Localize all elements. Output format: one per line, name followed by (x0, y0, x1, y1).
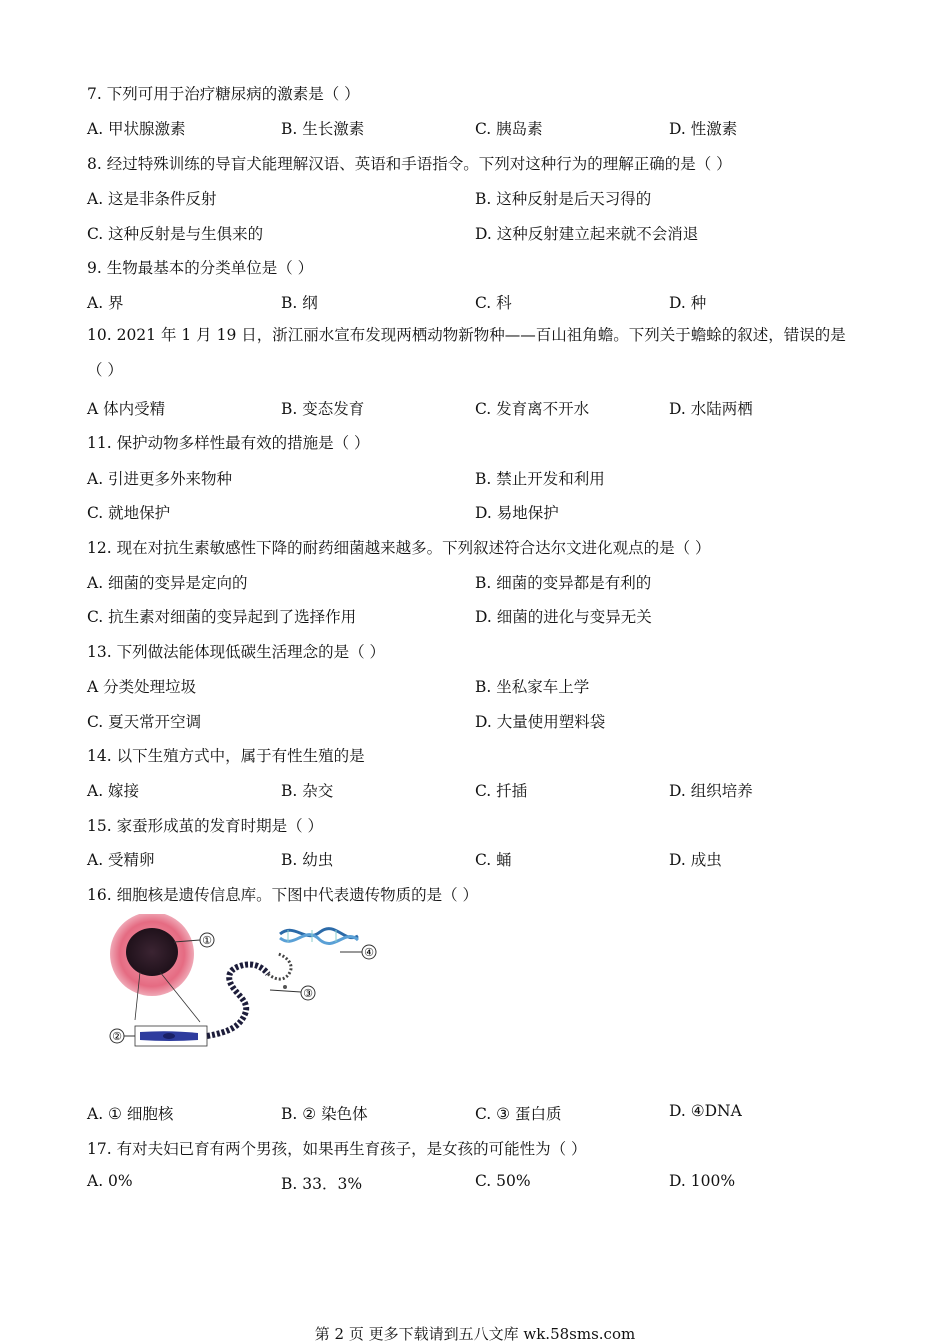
question-8-options-row2 (0, 222, 950, 244)
question-9-options (0, 291, 950, 313)
label-2: ② (112, 1030, 122, 1043)
option-b: B. 坐私家车上学 (475, 678, 590, 696)
option-b: B. 33．3% (281, 1175, 363, 1193)
option-c: C. 发育离不开水 (475, 400, 590, 418)
option-a: A. 这是非条件反射 (87, 190, 217, 208)
option-c: C. 就地保护 (87, 504, 171, 522)
option-a: A. 受精卵 (87, 851, 155, 869)
question-8-options-row1 (0, 187, 950, 209)
option-a: A. 界 (87, 294, 124, 312)
option-b: B. 幼虫 (281, 851, 334, 869)
question-11-stem: 11. 保护动物多样性最有效的措施是（ ） (87, 434, 370, 452)
question-12-options-row1 (0, 571, 950, 593)
option-a: A. ① 细胞核 (87, 1105, 174, 1123)
option-c: C. 科 (475, 294, 512, 312)
option-d: D. 这种反射建立起来就不会消退 (475, 225, 699, 243)
nucleus (126, 928, 178, 976)
option-d: D. 大量使用塑料袋 (475, 713, 606, 731)
chromatin-fiber (207, 964, 268, 1036)
option-d: D. 成虫 (669, 851, 722, 869)
question-11-options-row1 (0, 467, 950, 489)
question-13-options-row1 (0, 675, 950, 697)
question-10-options (0, 397, 950, 419)
question-14-options (0, 779, 950, 801)
question-7-options (0, 117, 950, 139)
label-3: ③ (303, 987, 313, 1000)
option-b: B. 变态发育 (281, 400, 365, 418)
option-b: B. 纲 (281, 294, 318, 312)
option-d: D. 易地保护 (475, 504, 559, 522)
option-a: A. 0% (87, 1172, 133, 1190)
option-b: B. ② 染色体 (281, 1105, 368, 1123)
question-12-options-row2 (0, 605, 950, 627)
chromosome-dna-illustration (100, 914, 390, 1064)
question-17-options (0, 1172, 950, 1194)
dna-strand-2 (280, 935, 358, 944)
option-c: C. 夏天常开空调 (87, 713, 202, 731)
option-b: B. 禁止开发和利用 (475, 470, 605, 488)
option-a: A. 引进更多外来物种 (87, 470, 233, 488)
question-15-options (0, 848, 950, 870)
option-a: A. 细菌的变异是定向的 (87, 574, 248, 592)
option-c: C. 抗生素对细菌的变异起到了选择作用 (87, 608, 357, 626)
option-d: D. 细菌的进化与变异无关 (475, 608, 652, 626)
question-8-stem: 8. 经过特殊训练的导盲犬能理解汉语、英语和手语指令。下列对这种行为的理解正确的是（ ） (87, 155, 732, 173)
question-10-stem: 10. 2021 年 1 月 19 日，浙江丽水宣布发现两栖动物新物种——百山祖角蟾。下列关于蟾蜍的叙述，错误的是（ ） (87, 326, 846, 379)
option-c: C. 蛹 (475, 851, 512, 869)
option-d: D. 100% (669, 1172, 736, 1190)
option-a: A. 甲状腺激素 (87, 120, 186, 138)
label-4: ④ (364, 946, 374, 959)
question-13-options-row2 (0, 710, 950, 732)
option-b: B. 生长激素 (281, 120, 365, 138)
option-d: D. 种 (669, 294, 707, 312)
option-a: A. 嫁接 (87, 782, 140, 800)
question-15-stem: 15. 家蚕形成茧的发育时期是（ ） (87, 817, 324, 835)
question-16-options (0, 1102, 950, 1124)
cell-nucleus-diagram (100, 914, 390, 1064)
page-footer: 第 2 页 更多下载请到五八文库 wk.58sms.com (314, 1325, 636, 1343)
label-1: ① (202, 934, 212, 947)
option-d: D. ④DNA (669, 1102, 742, 1120)
option-a: A 分类处理垃圾 (87, 678, 197, 696)
question-7-stem: 7. 下列可用于治疗糖尿病的激素是（ ） (87, 85, 360, 103)
option-b: B. 细菌的变异都是有利的 (475, 574, 652, 592)
question-16-stem: 16. 细胞核是遗传信息库。下图中代表遗传物质的是（ ） (87, 886, 479, 904)
question-12-stem: 12. 现在对抗生素敏感性下降的耐药细菌越来越多。下列叙述符合达尔文进化观点的是（ ） (87, 539, 711, 557)
option-d: D. 组织培养 (669, 782, 753, 800)
question-13-stem: 13. 下列做法能体现低碳生活理念的是（ ） (87, 643, 386, 661)
option-d: D. 性激素 (669, 120, 738, 138)
option-a: A 体内受精 (87, 400, 166, 418)
option-b: B. 杂交 (281, 782, 334, 800)
question-11-options-row2 (0, 501, 950, 523)
option-c: C. ③ 蛋白质 (475, 1105, 562, 1123)
option-b: B. 这种反射是后天习得的 (475, 190, 652, 208)
question-17-stem: 17. 有对夫妇已育有两个男孩，如果再生育孩子，是女孩的可能性为（ ） (87, 1140, 587, 1158)
option-c: C. 50% (475, 1172, 531, 1190)
option-c: C. 这种反射是与生俱来的 (87, 225, 264, 243)
option-c: C. 胰岛素 (475, 120, 543, 138)
question-9-stem: 9. 生物最基本的分类单位是（ ） (87, 259, 314, 277)
question-14-stem: 14. 以下生殖方式中，属于有性生殖的是 (87, 747, 365, 765)
option-c: C. 扦插 (475, 782, 528, 800)
option-d: D. 水陆两栖 (669, 400, 753, 418)
